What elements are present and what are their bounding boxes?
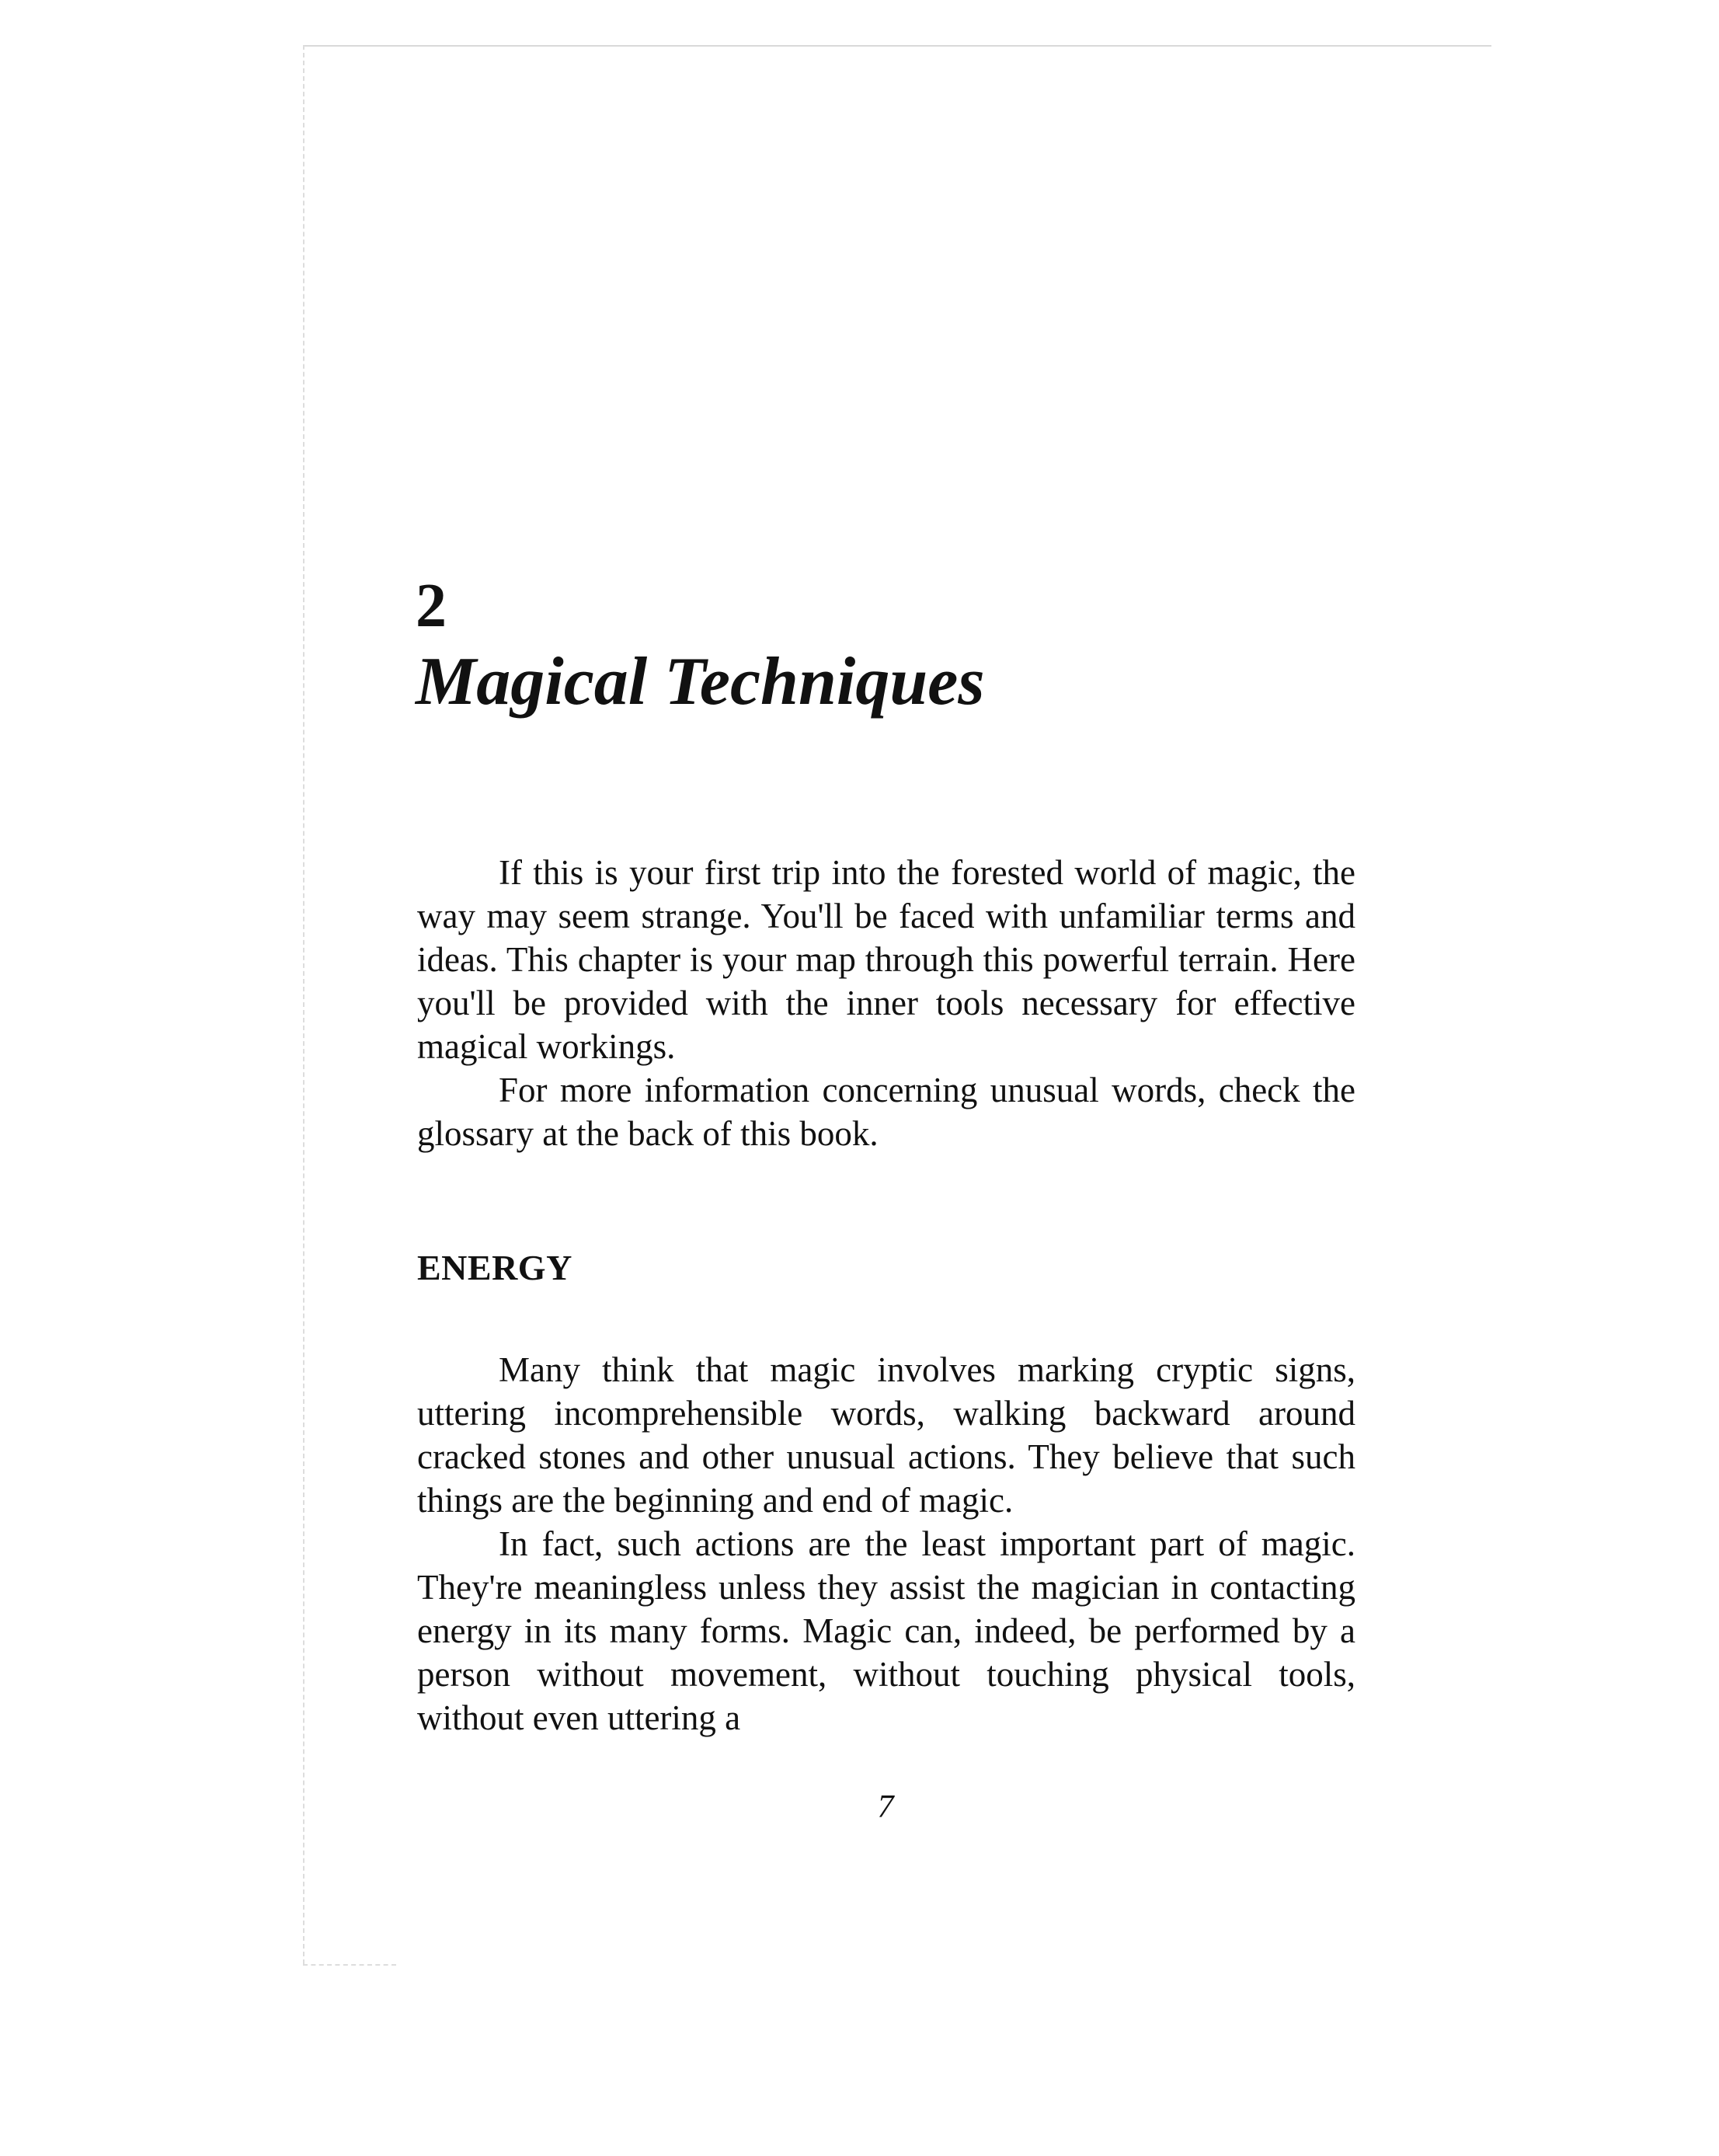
page-number: 7 — [877, 1789, 894, 1825]
intro-text — [417, 851, 1355, 1155]
scan-edge-bottom — [303, 1964, 396, 1966]
energy-paragraph-1: Many think that magic involves marking cryptic signs, uttering incomprehensible words, walking backward around cracked stones and other unusual actions. They believe that such things are the beginning and end of magic. — [417, 1350, 1355, 1520]
section-heading: ENERGY — [417, 1248, 572, 1287]
scan-edge-left — [303, 45, 304, 1964]
intro-paragraph-2: For more information concerning unusual words, check the glossary at the back of this book. — [417, 1071, 1355, 1153]
intro-paragraph-1: If this is your first trip into the forested world of magic, the way may seem strange. You'll be faced with unfamiliar terms and ideas. This chapter is your map through this powerful terrain. Here you'll be provided with the inner tools necessary for effective magical workings. — [417, 853, 1355, 1066]
scan-edge-top — [303, 45, 1491, 47]
chapter-title: Magical Techniques — [416, 644, 985, 719]
energy-paragraph-2: In fact, such actions are the least important part of magic. They're meaningless unless they assist the magician in contacting energy in its many forms. Magic can, indeed, be performed by a person without movement, without touching physical tools, without even uttering a — [417, 1524, 1355, 1737]
energy-text — [417, 1348, 1355, 1740]
chapter-number: 2 — [416, 572, 447, 640]
